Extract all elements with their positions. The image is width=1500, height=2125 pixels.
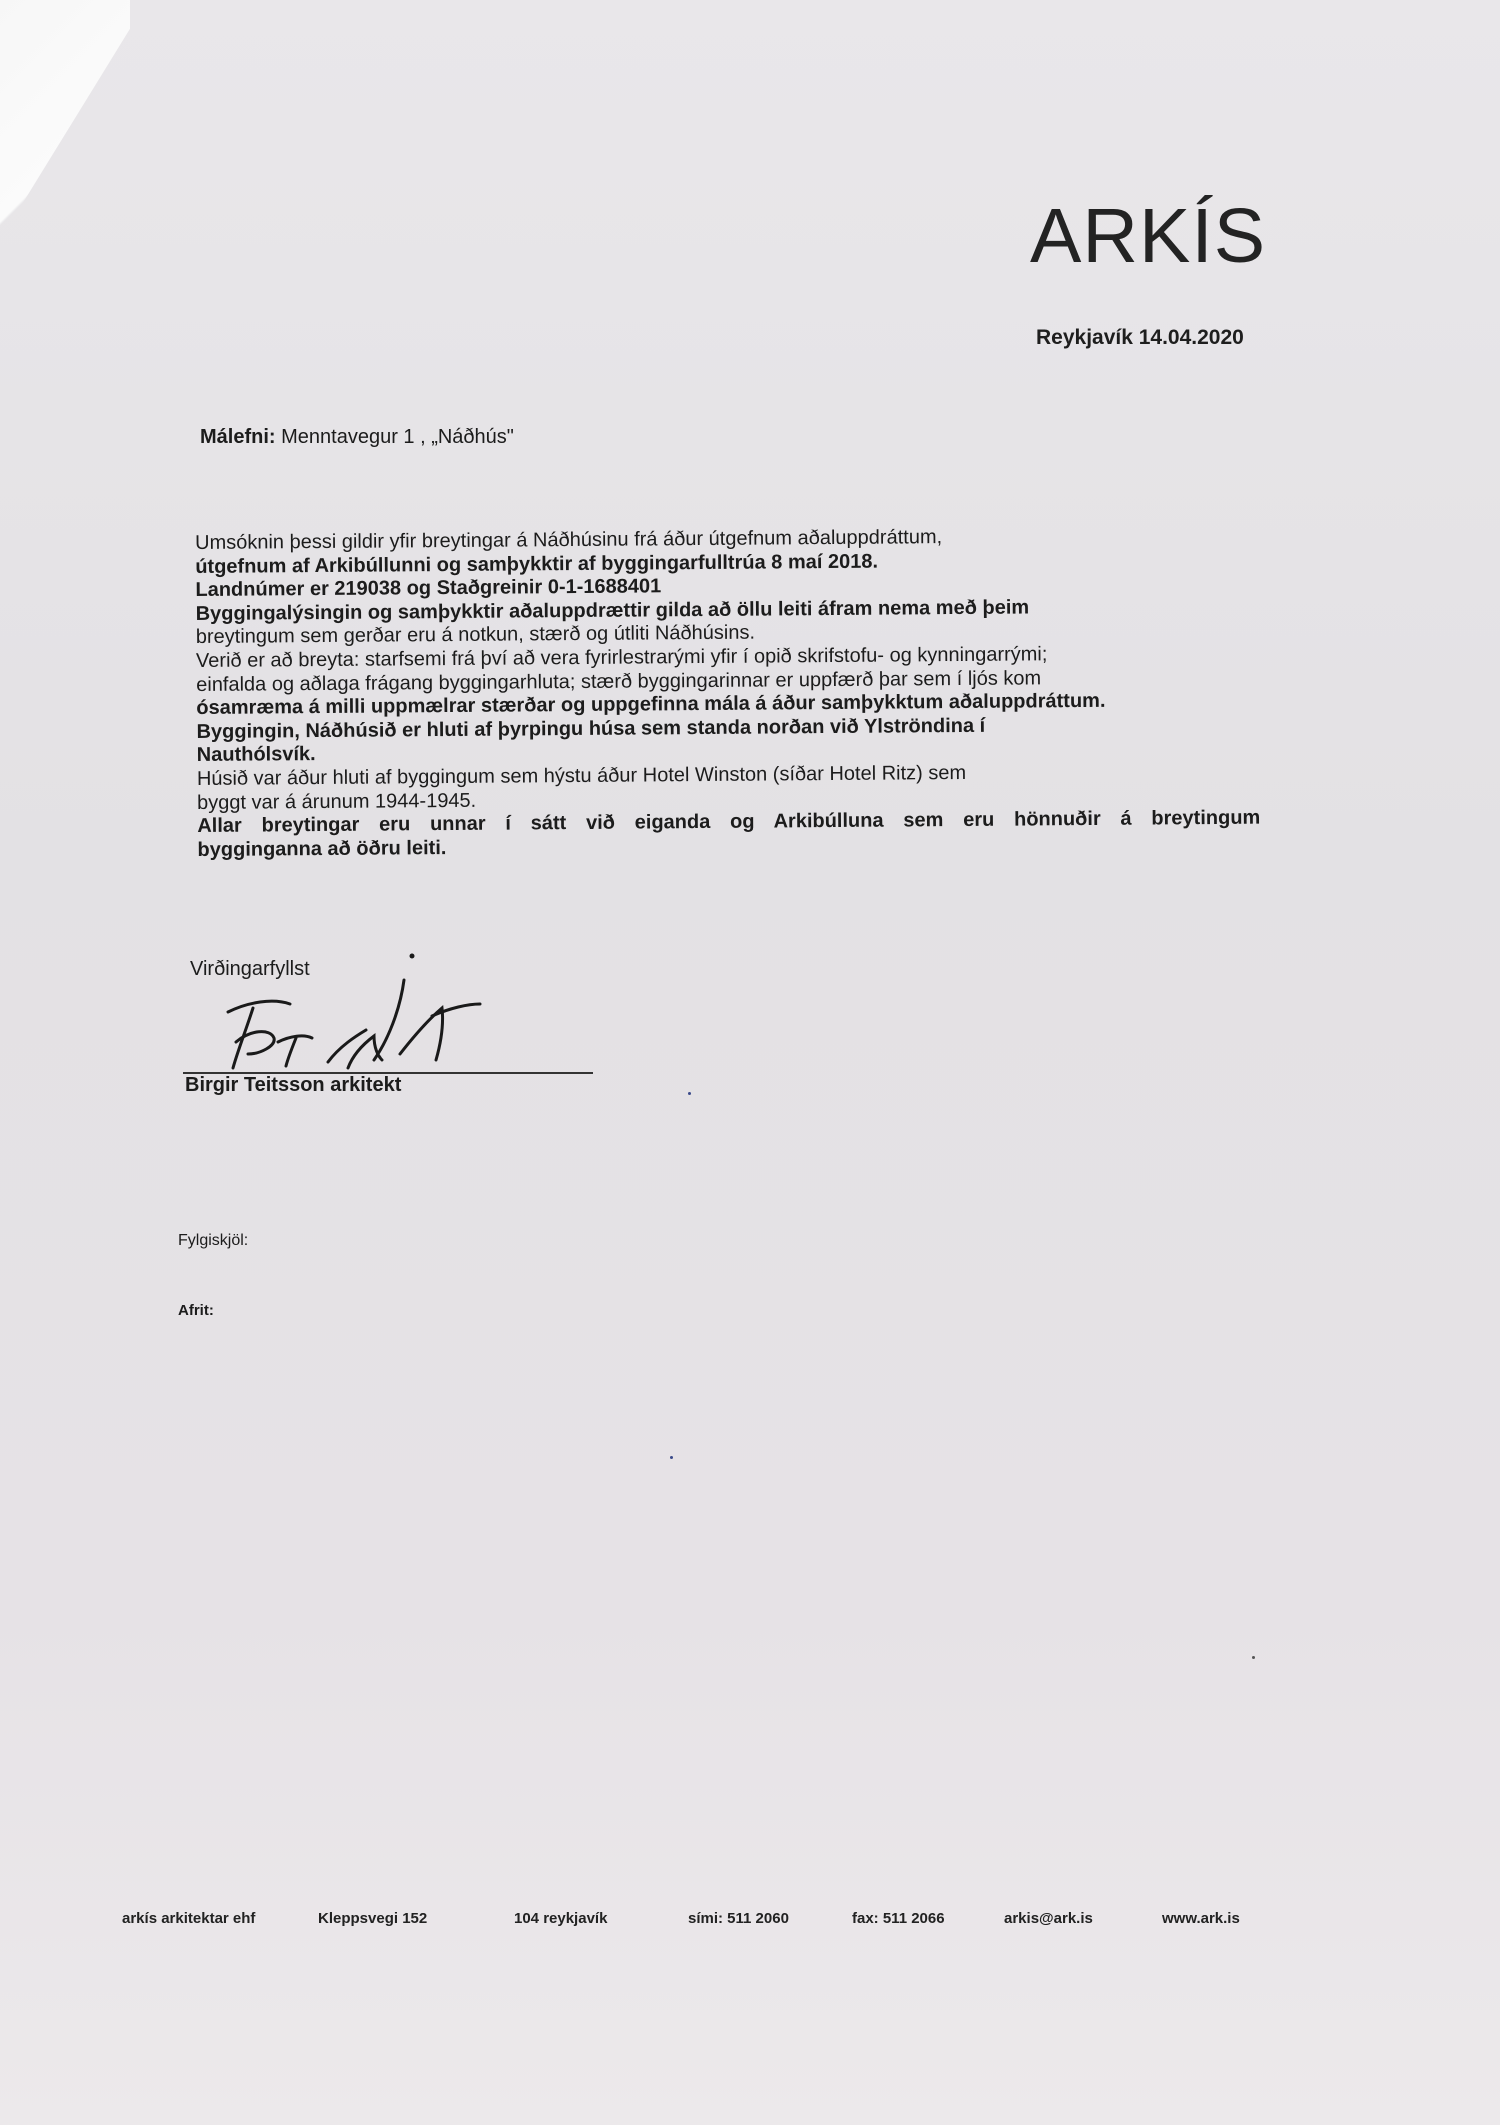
footer-street: Kleppsvegi 152 <box>318 1910 428 1927</box>
body-line: ósamræma á milli uppmælrar stærðar og uppgefinna mála á áður samþykktum aðaluppdráttum. <box>196 690 1106 720</box>
letter-body <box>195 524 1268 863</box>
company-logo: ARKÍS <box>1030 193 1267 279</box>
body-line: Byggingalýsingin og samþykktir aðaluppdrættir gilda að öllu leiti áfram nema með þeim <box>195 596 1030 625</box>
scan-speck <box>1252 1656 1255 1659</box>
signer-name: Birgir Teitsson arkitekt <box>185 1074 402 1096</box>
scan-speck <box>688 1092 691 1095</box>
closing-greeting: Virðingarfyllst <box>190 958 310 980</box>
body-line: breytingum sem gerðar eru á notkun, stærð og útliti Náðhúsins. <box>195 621 756 649</box>
body-line: Byggingin, Náðhúsið er hluti af þyrpingu húsa sem standa norðan við Ylströndina í <box>196 714 986 743</box>
letter-date: Reykjavík 14.04.2020 <box>1036 326 1244 349</box>
subject-value: Menntavegur 1 , „Náðhús" <box>275 426 514 448</box>
footer-web: www.ark.is <box>1162 1910 1240 1927</box>
footer-fax: fax: 511 2066 <box>852 1910 945 1927</box>
body-line: útgefnum af Arkibúllunni og samþykktir af byggingarfulltrúa 8 maí 2018. <box>195 550 879 578</box>
body-line: Landnúmer er 219038 og Staðgreinir 0-1-1688401 <box>195 575 662 602</box>
body-line: einfalda og aðlaga frágang byggingarhluta; stærð byggingarinnar er uppfærð þar sem í ljós kom <box>196 666 1042 696</box>
footer-phone: sími: 511 2060 <box>688 1910 789 1927</box>
folded-corner <box>0 0 130 240</box>
footer-city: 104 reykjavík <box>514 1910 608 1927</box>
enclosures-label: Fylgiskjöl: <box>178 1232 249 1249</box>
body-line: bygginganna að öðru leiti. <box>197 836 447 861</box>
handwritten-signature <box>178 950 618 1080</box>
body-line: Umsóknin þessi gildir yfir breytingar á Náðhúsinu frá áður útgefnum aðaluppdráttum, <box>195 526 943 554</box>
subject-label: Málefni: <box>200 426 276 448</box>
body-line: Nauthólsvík. <box>196 743 316 767</box>
scan-speck <box>670 1456 673 1459</box>
body-line: byggt var á árunum 1944-1945. <box>197 789 477 814</box>
body-line: Verið er að breyta: starfsemi frá því að vera fyrirlestrarými yfir í opið skrifstofu- og kynningarrými; <box>195 643 1048 672</box>
body-line: Allar breytingar eru unnar í sátt við eiganda og Arkibúlluna sem eru hönnuðir á breytingum <box>197 806 1261 838</box>
letter-footer <box>122 1910 1262 1934</box>
copies-label: Afrit: <box>178 1302 214 1319</box>
footer-email: arkis@ark.is <box>1004 1910 1093 1927</box>
subject-line <box>200 426 514 449</box>
footer-company: arkís arkitektar ehf <box>122 1910 256 1927</box>
body-line: Húsið var áður hluti af byggingum sem hýstu áður Hotel Winston (síðar Hotel Ritz) sem <box>196 761 967 790</box>
